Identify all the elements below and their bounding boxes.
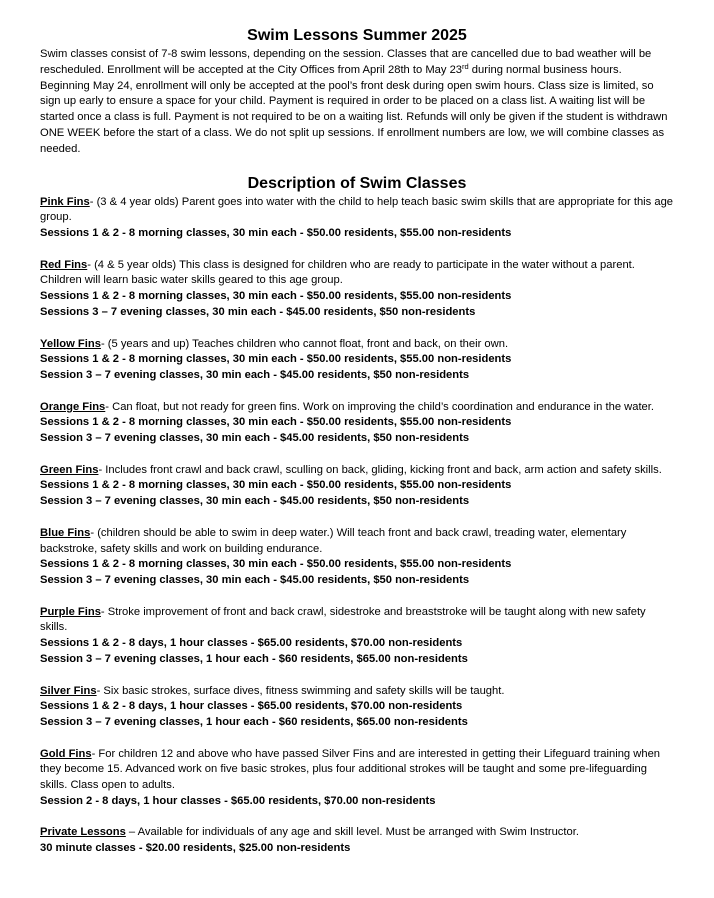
session-pricing: Session 3 – 7 evening classes, 1 hour each - $60 residents, $65.00 non-residents xyxy=(40,716,468,729)
session-pricing: Sessions 3 – 7 evening classes, 30 min each - $45.00 residents, $50 non-residents xyxy=(40,306,476,319)
class-description-text: - (5 years and up) Teaches children who cannot float, front and back, on their own. xyxy=(100,337,509,350)
class-description-text: - Includes front crawl and back crawl, sculling on back, gliding, kicking front and back, arm action and safety skills. xyxy=(98,463,662,476)
class-description xyxy=(40,258,674,290)
class-block xyxy=(40,400,674,447)
intro-text-1: Swim classes consist of 7-8 swim lessons, depending on the session. Classes that are cancelled due to bad weather will be rescheduled. Enrollment will be accepted at the City Offices from April 28th to May 23 xyxy=(40,48,652,76)
class-description-text: - For children 12 and above who have passed Silver Fins and are interested in getting their Lifeguard training when they become 15. Advanced work on five basic strokes, plus four additional strokes will be taught and some pre-lifeguarding skills. Class open to adults. xyxy=(40,747,661,792)
class-name: Blue Fins xyxy=(40,526,91,539)
class-block xyxy=(40,684,674,731)
class-description-text: - Stroke improvement of front and back crawl, sidestroke and breaststroke will be taught along with new safety skills. xyxy=(40,605,646,634)
session-pricing: Session 3 – 7 evening classes, 30 min each - $45.00 residents, $50 non-residents xyxy=(40,432,470,445)
class-description-text: - (children should be able to swim in deep water.) Will teach front and back crawl, treading water, elementary backstroke, safety skills and work on building endurance. xyxy=(40,526,627,555)
class-description xyxy=(40,526,674,558)
session-pricing: Sessions 1 & 2 - 8 morning classes, 30 min each - $50.00 residents, $55.00 non-residents xyxy=(40,416,512,429)
class-block xyxy=(40,526,674,589)
session-pricing: Sessions 1 & 2 - 8 morning classes, 30 min each - $50.00 residents, $55.00 non-residents xyxy=(40,558,512,571)
session-pricing: Sessions 1 & 2 - 8 morning classes, 30 min each - $50.00 residents, $55.00 non-residents xyxy=(40,353,512,366)
class-description xyxy=(40,747,674,794)
session-pricing: Sessions 1 & 2 - 8 morning classes, 30 min each - $50.00 residents, $55.00 non-residents xyxy=(40,290,512,303)
class-name: Orange Fins xyxy=(40,400,106,413)
class-description xyxy=(40,337,674,353)
class-block xyxy=(40,258,674,321)
intro-paragraph xyxy=(40,47,674,158)
class-description xyxy=(40,195,674,227)
session-pricing: Sessions 1 & 2 - 8 morning classes, 30 min each - $50.00 residents, $55.00 non-residents xyxy=(40,227,512,240)
class-description-text: - Six basic strokes, surface dives, fitness swimming and safety skills will be taught. xyxy=(96,684,505,697)
intro-superscript: rd xyxy=(462,61,469,71)
session-pricing: Session 3 – 7 evening classes, 1 hour each - $60 residents, $65.00 non-residents xyxy=(40,653,468,666)
session-pricing: Sessions 1 & 2 - 8 days, 1 hour classes - $65.00 residents, $70.00 non-residents xyxy=(40,700,463,713)
session-pricing: Session 2 - 8 days, 1 hour classes - $65.00 residents, $70.00 non-residents xyxy=(40,794,436,807)
page-title: Swim Lessons Summer 2025 xyxy=(247,27,467,44)
session-pricing: Session 3 – 7 evening classes, 30 min each - $45.00 residents, $50 non-residents xyxy=(40,369,470,382)
class-block xyxy=(40,747,674,810)
session-pricing: Session 3 – 7 evening classes, 30 min each - $45.00 residents, $50 non-residents xyxy=(40,574,470,587)
class-name: Yellow Fins xyxy=(40,337,101,350)
session-pricing: Sessions 1 & 2 - 8 days, 1 hour classes - $65.00 residents, $70.00 non-residents xyxy=(40,637,463,650)
class-block xyxy=(40,337,674,384)
class-block xyxy=(40,463,674,510)
class-name: Green Fins xyxy=(40,463,99,476)
class-description-text: - (3 & 4 year olds) Parent goes into water with the child to help teach basic swim skills that are appropriate for this age group. xyxy=(40,195,674,224)
class-description xyxy=(40,825,674,841)
class-description xyxy=(40,605,674,637)
class-name: Private Lessons xyxy=(40,826,126,839)
class-block xyxy=(40,825,674,857)
class-name: Red Fins xyxy=(40,258,88,271)
class-description xyxy=(40,684,674,700)
class-description xyxy=(40,400,674,416)
session-pricing: 30 minute classes - $20.00 residents, $25.00 non-residents xyxy=(40,842,351,855)
section-title: Description of Swim Classes xyxy=(247,174,467,192)
class-name: Gold Fins xyxy=(40,747,92,760)
class-name: Purple Fins xyxy=(40,605,101,618)
class-name: Silver Fins xyxy=(40,684,97,697)
class-block xyxy=(40,195,674,242)
session-pricing: Session 3 – 7 evening classes, 30 min each - $45.00 residents, $50 non-residents xyxy=(40,495,470,508)
class-list xyxy=(40,195,674,857)
class-description-text: - Can float, but not ready for green fins. Work on improving the child’s coordination and endurance in the water. xyxy=(105,400,654,413)
class-description-text: – Available for individuals of any age and skill level. Must be arranged with Swim Instructor. xyxy=(125,826,579,839)
class-description-text: - (4 & 5 year olds) This class is designed for children who are ready to participate in the water without a parent. Children will learn basic water skills geared to this age group. xyxy=(40,258,635,287)
class-name: Pink Fins xyxy=(40,195,90,208)
intro-text-2: during normal business hours. Beginning May 24, enrollment will only be accepted at the pool’s front desk during open swim hours. Class size is limited, so sign up early to ensure a space for your child. Payment is required in order to be placed on a class list. A waiting list will be started once a class is full. Payment is not required to be on a waiting list. Refunds will only be given if the student is withdrawn ONE WEEK before the start of a class. We do not split up sessions. If enrollment numbers are low, we will combine classes as needed. xyxy=(40,63,668,155)
class-block xyxy=(40,605,674,668)
session-pricing: Sessions 1 & 2 - 8 morning classes, 30 min each - $50.00 residents, $55.00 non-residents xyxy=(40,479,512,492)
class-description xyxy=(40,463,674,479)
